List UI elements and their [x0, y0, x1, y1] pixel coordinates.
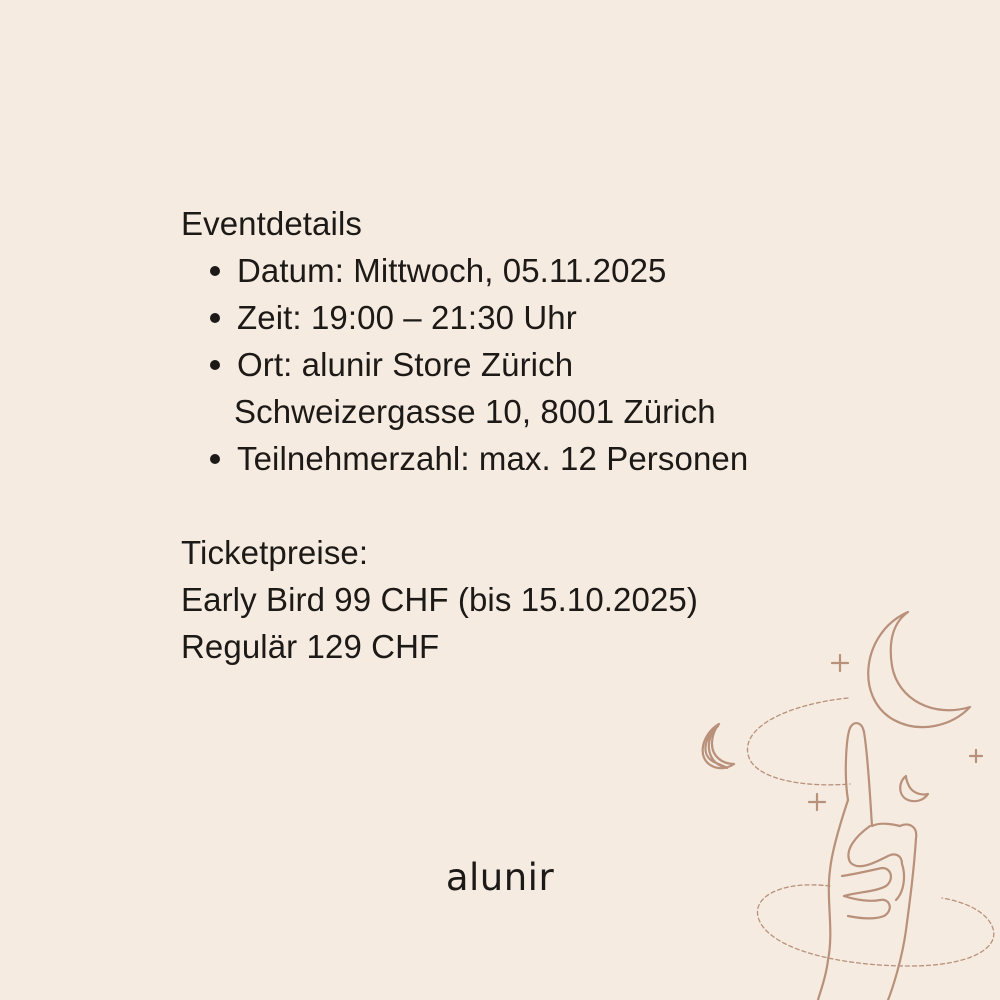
orbit-ring [747, 698, 850, 785]
hand-with-moons-icon [680, 600, 1000, 1000]
bullet-icon [210, 360, 220, 370]
event-details-list [181, 247, 941, 482]
early-bird-price: Early Bird 99 CHF (bis 15.10.2025) [181, 581, 698, 618]
event-details-heading: Eventdetails [181, 205, 362, 242]
detail-item-date [181, 247, 941, 294]
detail-time: Zeit: 19:00 – 21:30 Uhr [237, 299, 577, 336]
sparkle-icon [809, 794, 825, 810]
detail-item-participants [181, 435, 941, 482]
bullet-icon [210, 266, 220, 276]
bullet-icon [210, 454, 220, 464]
large-crescent-moon-icon [868, 612, 970, 727]
section-spacer [181, 482, 941, 529]
detail-address: Schweizergasse 10, 8001 Zürich [234, 393, 716, 430]
detail-location: Ort: alunir Store Zürich [237, 346, 574, 383]
detail-item-location [181, 341, 941, 435]
detail-item-time [181, 294, 941, 341]
tiny-crescent-moon-icon [900, 776, 928, 801]
regular-price: Regulär 129 CHF [181, 628, 440, 665]
bullet-icon [210, 313, 220, 323]
brand-logo: alunir [445, 856, 555, 899]
detail-participants: Teilnehmerzahl: max. 12 Personen [237, 440, 749, 477]
ticket-prices-heading: Ticketpreise: [181, 534, 369, 571]
sparkle-icon [970, 750, 982, 762]
sparkle-icon [832, 655, 848, 671]
detail-date: Datum: Mittwoch, 05.11.2025 [237, 252, 667, 289]
